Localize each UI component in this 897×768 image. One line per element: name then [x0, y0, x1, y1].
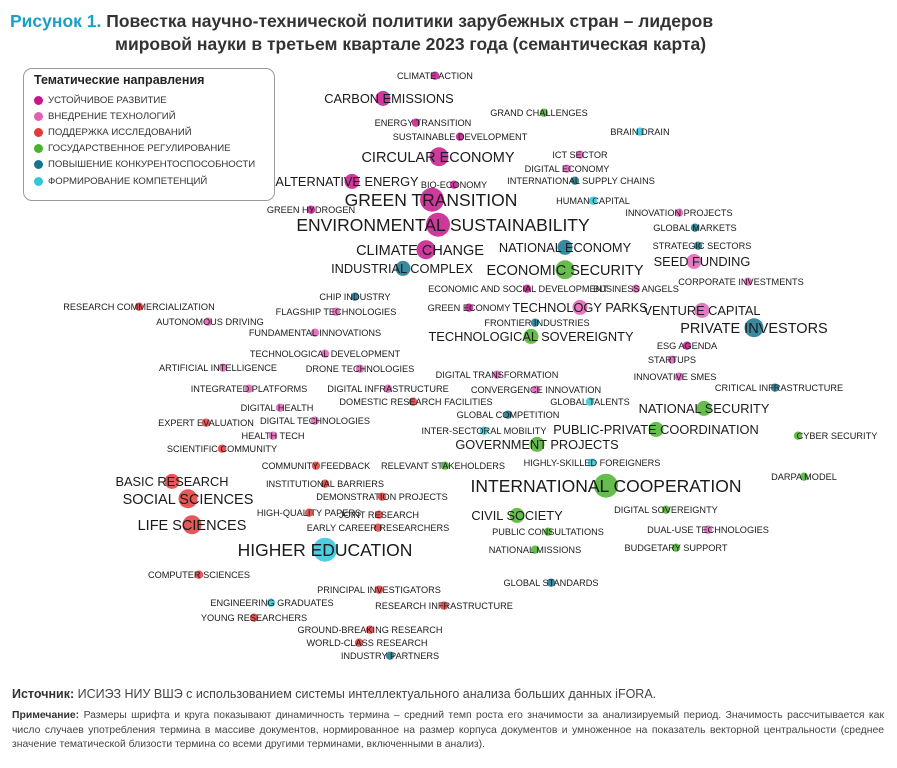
legend-item-tech [34, 108, 274, 124]
term-label-computer-sciences: COMPUTER SCIENCES [147, 570, 251, 580]
term-label-international-supply-chains: INTERNATIONAL SUPPLY CHAINS [507, 176, 655, 186]
source-line [12, 687, 656, 701]
term-label-green-economy: GREEN ECONOMY [427, 303, 511, 313]
legend-dot-sustain [34, 96, 43, 105]
term-label-technological-sovereignty: TECHNOLOGICAL SOVEREIGNTY [428, 329, 634, 344]
term-label-digital-sovereignty: DIGITAL SOVEREIGNTY [614, 505, 718, 515]
term-label-social-sciences: SOCIAL SCIENCES [122, 492, 254, 508]
term-label-community-feedback: COMMUNITY FEEDBACK [261, 461, 371, 471]
legend-label: ГОСУДАРСТВЕННОЕ РЕГУЛИРОВАНИЕ [48, 143, 231, 155]
term-label-green-transition: GREEN TRANSITION [344, 190, 518, 210]
term-label-expert-evaluation: EXPERT EVALUATION [158, 418, 254, 428]
legend-dot-gov [34, 144, 43, 153]
term-label-strategic-sectors: STRATEGIC SECTORS [652, 241, 752, 251]
legend-label: УСТОЙЧИВОЕ РАЗВИТИЕ [48, 94, 167, 106]
term-label-principal-investigators: PRINCIPAL INVESTIGATORS [317, 585, 441, 595]
term-label-public-private-coordination: PUBLIC-PRIVATE COORDINATION [553, 422, 759, 437]
note-text: Размеры шрифта и круга показывают динамичность термина – средний темп роста его значимости за анализируемый период. Значимость рассчитывается как число случаев употребления термина в массиве документов, нормированное на размер корпуса документов и умноженное на показатель векторной центральности (среднее значение тематической близости термина со всеми другими терминами, включенными в анализ). [12, 710, 884, 751]
term-label-technology-parks: TECHNOLOGY PARKS [512, 300, 648, 315]
term-label-artificial-intelligence: ARTIFICIAL INTELLIGENCE [159, 363, 277, 373]
term-label-research-commercialization: RESEARCH COMMERCIALIZATION [63, 302, 215, 312]
legend-item-gov [34, 141, 274, 157]
legend-label: ПОВЫШЕНИЕ КОНКУРЕНТОСПОСОБНОСТИ [48, 159, 256, 171]
term-label-integrated-platforms: INTEGRATED PLATFORMS [190, 384, 308, 394]
term-label-startups: STARTUPS [647, 355, 697, 365]
term-label-industrial-complex: INDUSTRIAL COMPLEX [331, 261, 473, 276]
term-label-drone-technologies: DRONE TECHNOLOGIES [305, 364, 415, 374]
term-label-digital-health: DIGITAL HEALTH [240, 403, 314, 413]
term-label-high-quality-papers: HIGH-QUALITY PAPERS [256, 508, 362, 518]
legend-item-research [34, 124, 274, 140]
term-label-demonstration-projects: DEMONSTRATION PROJECTS [316, 492, 448, 502]
term-label-sustainable-development: SUSTAINABLE DEVELOPMENT [392, 132, 528, 142]
term-label-bio-economy: BIO-ECONOMY [420, 180, 488, 190]
legend-dot-tech [34, 112, 43, 121]
term-label-circular-economy: CIRCULAR ECONOMY [361, 150, 515, 166]
term-label-convergence-innovation: CONVERGENCE INNOVATION [470, 385, 602, 395]
term-label-world-class-research: WORLD-CLASS RESEARCH [306, 638, 428, 648]
term-label-venture-capital: VENTURE CAPITAL [643, 303, 761, 318]
legend-heading: Тематические направления [34, 73, 205, 87]
term-label-esg-agenda: ESG AGENDA [656, 341, 718, 351]
term-label-energy-transition: ENERGY TRANSITION [374, 118, 472, 128]
term-label-highly-skilled-foreigners: HIGHLY-SKILLED FOREIGNERS [523, 458, 661, 468]
legend [23, 68, 275, 201]
term-label-early-career-researchers: EARLY CAREER RESEARCHERS [306, 523, 450, 533]
term-label-chip-industry: CHIP INDUSTRY [319, 292, 391, 302]
term-label-inter-sectoral-mobility: INTER-SECTORAL MOBILITY [421, 426, 547, 436]
term-label-digital-transformation: DIGITAL TRANSFORMATION [435, 370, 559, 380]
legend-item-skills [34, 173, 274, 189]
term-label-basic-research: BASIC RESEARCH [115, 474, 229, 489]
legend-label: ПОДДЕРЖКА ИССЛЕДОВАНИЙ [48, 126, 192, 138]
term-label-relevant-stakeholders: RELEVANT STAKEHOLDERS [380, 461, 506, 471]
term-label-fundamental-innovations: FUNDAMENTAL INNOVATIONS [248, 328, 382, 338]
term-label-life-sciences: LIFE SCIENCES [137, 518, 247, 534]
term-label-critical-infrastructure: CRITICAL INFRASTRUCTURE [714, 383, 844, 393]
term-label-seed-funding: SEED FUNDING [653, 254, 751, 269]
legend-dot-research [34, 128, 43, 137]
term-label-climate-change: CLIMATE CHANGE [356, 243, 484, 259]
term-label-global-talents: GLOBAL TALENTS [550, 397, 630, 407]
legend-label: ВНЕДРЕНИЕ ТЕХНОЛОГИЙ [48, 110, 176, 122]
term-label-cyber-security: CYBER SECURITY [796, 431, 878, 441]
term-label-health-tech: HEALTH TECH [241, 431, 305, 441]
term-label-digital-technologies: DIGITAL TECHNOLOGIES [259, 416, 371, 426]
term-label-higher-education: HIGHER EDUCATION [237, 540, 413, 560]
term-label-autonomous-driving: AUTONOMOUS DRIVING [156, 317, 264, 327]
term-label-public-consultations: PUBLIC CONSULTATIONS [492, 527, 604, 537]
term-label-brain-drain: BRAIN DRAIN [610, 127, 670, 137]
term-label-green-hydrogen: GREEN HYDROGEN [266, 205, 356, 215]
source-text: ИСИЭЗ НИУ ВШЭ с использованием системы интеллектуального анализа больших данных iFORA. [77, 687, 657, 701]
term-label-engineering-graduates: ENGINEERING GRADUATES [210, 598, 334, 608]
term-label-institutional-barriers: INSTITUTIONAL BARRIERS [265, 479, 385, 489]
figure-number: Рисунок 1. [10, 11, 102, 31]
legend-label: ФОРМИРОВАНИЕ КОМПЕТЕНЦИЙ [48, 175, 208, 187]
source-label: Источник: [12, 687, 75, 701]
term-label-economic-and-social-development: ECONOMIC AND SOCIAL DEVELOPMENT [428, 284, 608, 294]
term-label-domestic-research-facilities: DOMESTIC RESEARCH FACILITIES [339, 397, 493, 407]
term-label-young-researchers: YOUNG RESEARCHERS [200, 613, 308, 623]
legend-dot-skills [34, 177, 43, 186]
term-label-grand-challenges: GRAND CHALLENGES [490, 108, 588, 118]
term-label-global-standards: GLOBAL STANDARDS [503, 578, 599, 588]
term-label-national-economy: NATIONAL ECONOMY [498, 240, 632, 255]
note-paragraph [12, 709, 884, 753]
term-label-joint-research: JOINT RESEARCH [339, 510, 419, 520]
figure-title-line2: мировой науки в третьем квартале 2023 года (семантическая карта) [115, 34, 707, 54]
term-label-corporate-investments: CORPORATE INVESTMENTS [678, 277, 804, 287]
term-label-economic-security: ECONOMIC SECURITY [486, 263, 644, 279]
term-label-innovation-projects: INNOVATION PROJECTS [625, 208, 733, 218]
term-label-technological-development: TECHNOLOGICAL DEVELOPMENT [249, 349, 401, 359]
term-label-national-missions: NATIONAL MISSIONS [488, 545, 582, 555]
legend-item-compet [34, 157, 274, 173]
term-label-climate-action: CLIMATE ACTION [397, 71, 473, 81]
term-label-national-security: NATIONAL SECURITY [638, 401, 770, 416]
term-label-ground-breaking-research: GROUND-BREAKING RESEARCH [297, 625, 443, 635]
term-label-dual-use-technologies: DUAL-USE TECHNOLOGIES [647, 525, 769, 535]
term-label-digital-infrastructure: DIGITAL INFRASTRUCTURE [327, 384, 449, 394]
term-label-digital-economy: DIGITAL ECONOMY [524, 164, 610, 174]
term-label-industry-partners: INDUSTRY PARTNERS [340, 651, 440, 661]
term-label-environmental-sustainability: ENVIRONMENTAL SUSTAINABILITY [296, 215, 590, 235]
term-label-international-cooperation: INTERNATIONAL COOPERATION [470, 476, 742, 496]
legend-dot-compet [34, 160, 43, 169]
term-label-global-competition: GLOBAL COMPETITION [456, 410, 560, 420]
term-label-global-markets: GLOBAL MARKETS [653, 223, 737, 233]
term-label-carbon-emissions: CARBON EMISSIONS [324, 91, 454, 106]
term-label-flagship-technologies: FLAGSHIP TECHNOLOGIES [275, 307, 397, 317]
term-label-scientific-community: SCIENTIFIC COMMUNITY [166, 444, 278, 454]
term-label-ict-sector: ICT SECTOR [552, 150, 608, 160]
term-label-research-infrastructure: RESEARCH INFRASTRUCTURE [375, 601, 513, 611]
legend-item-sustain [34, 92, 274, 108]
term-label-darpa-model: DARPA MODEL [771, 472, 837, 482]
term-label-innovative-smes: INNOVATIVE SMES [633, 372, 717, 382]
term-label-human-capital: HUMAN CAPITAL [556, 196, 630, 206]
term-label-alternative-energy: ALTERNATIVE ENERGY [275, 174, 419, 189]
term-label-government-projects: GOVERNMENT PROJECTS [455, 437, 619, 452]
term-label-private-investors: PRIVATE INVESTORS [680, 321, 828, 337]
term-label-civil-society: CIVIL SOCIETY [471, 508, 563, 523]
term-label-business-angels: BUSINESS ANGELS [593, 284, 679, 294]
figure-title-line1: Повестка научно-технической политики зарубежных стран – лидеров [106, 11, 714, 31]
note-label: Примечание: [12, 710, 80, 721]
term-label-budgetary-support: BUDGETARY SUPPORT [624, 543, 728, 553]
term-label-frontier-industries: FRONTIER INDUSTRIES [484, 318, 590, 328]
